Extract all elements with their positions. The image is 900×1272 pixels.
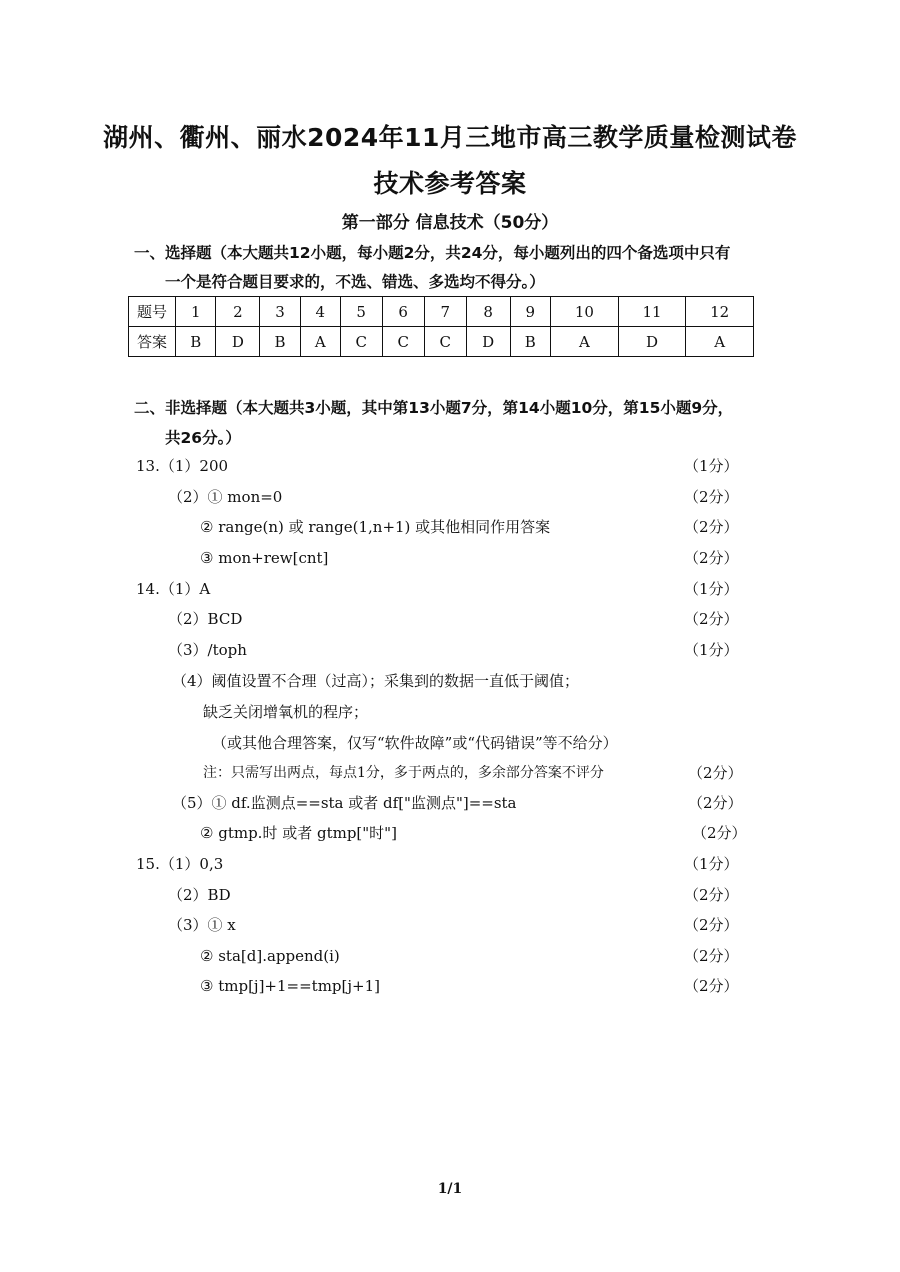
answer-row	[0, 884, 900, 906]
score-label: （2分）	[688, 764, 743, 782]
score-label: （2分）	[688, 794, 743, 812]
score-label: （1分）	[684, 855, 739, 873]
answer-row	[0, 455, 900, 477]
answer-row	[0, 853, 900, 875]
answer-text: （4）阈值设置不合理（过高）；采集到的数据一直低于阈值；	[172, 672, 580, 690]
answer-row	[0, 578, 900, 600]
score-label: （1分）	[684, 580, 739, 598]
answer-text: （2）BCD	[168, 610, 243, 628]
answer-row	[0, 608, 900, 630]
question-number: 12	[686, 297, 754, 327]
answer-cell: B	[510, 327, 550, 357]
answer-text: ③ tmp[j]+1==tmp[j+1]	[200, 977, 380, 995]
question-number: 10	[551, 297, 619, 327]
answer-text: （3）① x	[168, 916, 236, 934]
question-number: 1	[176, 297, 216, 327]
question-number: 4	[300, 297, 340, 327]
answer-row	[0, 516, 900, 538]
exam-title: 湖州、衢州、丽水2024年11月三地市高三教学质量检测试卷	[103, 123, 797, 152]
table-row-label: 题号	[129, 297, 176, 327]
answer-cell: D	[466, 327, 510, 357]
answer-text: （5）① df.监测点==sta 或者 df["监测点"]==sta	[172, 794, 517, 812]
answer-key-title: 技术参考答案	[373, 169, 527, 198]
score-label: （2分）	[684, 549, 739, 567]
answer-text: 13.（1）200	[136, 457, 229, 475]
answer-text: ③ mon+rew[cnt]	[200, 549, 329, 567]
answer-text: 15.（1）0,3	[136, 855, 224, 873]
answer-text: 14.（1）A	[136, 580, 211, 598]
table-row	[129, 327, 754, 357]
part-heading: 第一部分 信息技术（50分）	[341, 213, 559, 233]
table-row-label: 答案	[129, 327, 176, 357]
page-number: 1/1	[437, 1181, 463, 1197]
note-text: 注：只需写出两点，每点1分，多于两点的，多余部分答案不评分	[203, 765, 604, 781]
answer-table	[128, 296, 754, 357]
question-number: 7	[424, 297, 466, 327]
answer-row	[0, 975, 900, 997]
answer-row	[0, 486, 900, 508]
question-number: 5	[340, 297, 382, 327]
question-number: 3	[260, 297, 300, 327]
question-number: 11	[618, 297, 686, 327]
score-label: （1分）	[684, 457, 739, 475]
score-label: （2分）	[684, 916, 739, 934]
score-label: （2分）	[684, 947, 739, 965]
question-number: 9	[510, 297, 550, 327]
score-label: （1分）	[684, 641, 739, 659]
answer-row	[0, 914, 900, 936]
answer-text: （2）BD	[168, 886, 231, 904]
answer-cell: A	[551, 327, 619, 357]
question-number: 2	[216, 297, 260, 327]
answer-cell: A	[686, 327, 754, 357]
answer-row	[0, 732, 900, 754]
answer-row	[0, 670, 900, 692]
answer-cell: B	[260, 327, 300, 357]
answer-cell: C	[424, 327, 466, 357]
answer-row	[0, 822, 900, 844]
section1-heading: 一、选择题（本大题共12小题，每小题2分，共24分，每小题列出的四个备选项中只有	[134, 244, 731, 262]
question-number: 6	[382, 297, 424, 327]
answer-text: ② range(n) 或 range(1,n+1) 或其他相同作用答案	[200, 518, 551, 536]
answer-cell: C	[340, 327, 382, 357]
answer-cell: A	[300, 327, 340, 357]
score-label: （2分）	[684, 518, 739, 536]
score-label: （2分）	[684, 488, 739, 506]
table-row	[129, 297, 754, 327]
answer-text: ② gtmp.时 或者 gtmp["时"]	[200, 824, 397, 842]
question-number: 8	[466, 297, 510, 327]
section2-heading: 二、非选择题（本大题共3小题，其中第13小题7分，第14小题10分，第15小题9分，	[134, 399, 734, 417]
answer-row	[0, 945, 900, 967]
answer-row	[0, 762, 900, 784]
answer-text: （2）① mon=0	[168, 488, 283, 506]
answer-text: ② sta[d].append(i)	[200, 947, 340, 965]
score-label: （2分）	[684, 886, 739, 904]
answer-text: 缺乏关闭增氧机的程序；	[203, 703, 369, 721]
score-label: （2分）	[692, 824, 747, 842]
answer-cell: D	[618, 327, 686, 357]
answer-text: （或其他合理答案，仅写“软件故障”或“代码错误”等不给分）	[212, 734, 618, 752]
answer-row	[0, 701, 900, 723]
score-label: （2分）	[684, 977, 739, 995]
score-label: （2分）	[684, 610, 739, 628]
answer-text: （3）/toph	[168, 641, 247, 659]
section1-heading-cont: 一个是符合题目要求的，不选、错选、多选均不得分。）	[165, 273, 545, 291]
answer-row	[0, 792, 900, 814]
section2-heading-cont: 共26分。）	[165, 429, 241, 447]
answer-row	[0, 547, 900, 569]
answer-cell: B	[176, 327, 216, 357]
answer-cell: D	[216, 327, 260, 357]
answer-cell: C	[382, 327, 424, 357]
answer-row	[0, 639, 900, 661]
